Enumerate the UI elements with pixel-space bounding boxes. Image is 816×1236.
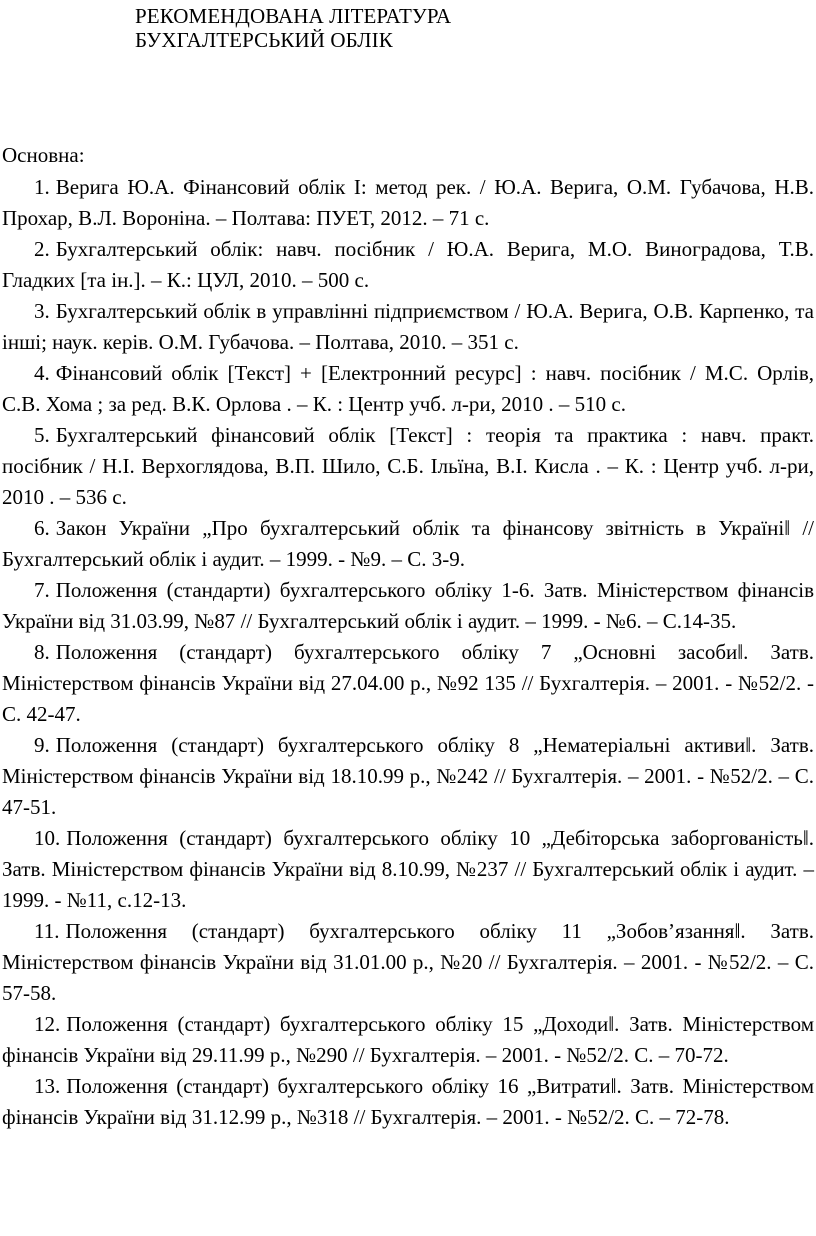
reference-item [2,234,814,296]
reference-item [2,296,814,358]
reference-number: 11. [34,919,60,943]
reference-item [2,823,814,916]
reference-item [2,420,814,513]
reference-text: Верига Ю.А. Фінансовий облік І: метод рек. / Ю.А. Верига, О.М. Губачова, Н.В. Прохар, В.Л. Вороніна. – Полтава: ПУЕТ, 2012. – 71 с. [2,175,814,230]
reference-item [2,358,814,420]
reference-text: Положення (стандарт) бухгалтерського обліку 7 „Основні засоби‖. Затв. Міністерством фінансів України від 27.04.00 р., №92 135 // Бухгалтерія. – 2001. - №52/2. - С. 42-47. [2,640,814,726]
reference-item [2,575,814,637]
reference-number: 6. [34,516,50,540]
reference-number: 3. [34,299,50,323]
reference-text: Фінансовий облік [Текст] + [Електронний ресурс] : навч. посібник / М.С. Орлів, С.В. Хома ; за ред. В.К. Орлова . – К. : Центр учб. л-ри, 2010 . – 510 с. [2,361,814,416]
reference-number: 7. [34,578,50,602]
title-line-1: РЕКОМЕНДОВАНА ЛІТЕРАТУРА [135,4,452,28]
reference-text: Бухгалтерський фінансовий облік [Текст] : теорія та практика : навч. практ. посібник / Н.І. Верхоглядова, В.П. Шило, С.Б. Ільїна, В.І. Кисла . – К. : Центр учб. л-ри, 2010 . – 536 с. [2,423,814,509]
reference-text: Бухгалтерський облік: навч. посібник / Ю.А. Верига, М.О. Виноградова, Т.В. Гладких [та ін.]. – К.: ЦУЛ, 2010. – 500 с. [2,237,814,292]
reference-text: Бухгалтерський облік в управлінні підприємством / Ю.А. Верига, О.В. Карпенко, та інші; наук. керів. О.М. Губачова. – Полтава, 2010. – 351 с. [2,299,814,354]
reference-number: 5. [34,423,50,447]
reference-number: 13. [34,1074,61,1098]
reference-item [2,916,814,1009]
reference-item [2,1071,814,1133]
reference-text: Положення (стандарт) бухгалтерського обліку 15 „Доходи‖. Затв. Міністерством фінансів України від 29.11.99 р., №290 // Бухгалтерія. – 2001. - №52/2. С. – 70-72. [2,1012,814,1067]
reference-item [2,513,814,575]
reference-number: 8. [34,640,50,664]
reference-number: 2. [34,237,50,261]
section-label: Основна: [2,143,85,167]
reference-number: 10. [34,826,61,850]
reference-number: 9. [34,733,50,757]
reference-text: Положення (стандарт) бухгалтерського обліку 16 „Витрати‖. Затв. Міністерством фінансів України від 31.12.99 р., №318 // Бухгалтерія. – 2001. - №52/2. С. – 72-78. [2,1074,814,1129]
title-line-2: БУХГАЛТЕРСЬКИЙ ОБЛІК [135,28,393,52]
reference-item [2,172,814,234]
reference-text: Положення (стандарт) бухгалтерського обліку 11 „Зобов’язання‖. Затв. Міністерством фінансів України від 31.01.00 р., №20 // Бухгалтерія. – 2001. - №52/2. – С. 57-58. [2,919,814,1005]
page-title [135,4,451,52]
reference-number: 12. [34,1012,61,1036]
reference-number: 4. [34,361,50,385]
reference-item [2,730,814,823]
reference-text: Закон України „Про бухгалтерський облік та фінансову звітність в Україні‖ // Бухгалтерський облік і аудит. – 1999. - №9. – С. 3-9. [2,516,814,571]
reference-text: Положення (стандарт) бухгалтерського обліку 10 „Дебіторська заборгованість‖. Затв. Міністерством фінансів України від 8.10.99, №237 // Бухгалтерський облік і аудит. – 1999. - №11, с.12-13. [2,826,814,912]
reference-item [2,1009,814,1071]
reference-text: Положення (стандарт) бухгалтерського обліку 8 „Нематеріальні активи‖. Затв. Міністерством фінансів України від 18.10.99 р., №242 // Бухгалтерія. – 2001. - №52/2. – С. 47-51. [2,733,814,819]
reference-text: Положення (стандарти) бухгалтерського обліку 1-6. Затв. Міністерством фінансів України від 31.03.99, №87 // Бухгалтерський облік і аудит. – 1999. - №6. – С.14-35. [2,578,814,633]
reference-number: 1. [34,175,50,199]
reference-list [2,172,814,1133]
reference-item [2,637,814,730]
